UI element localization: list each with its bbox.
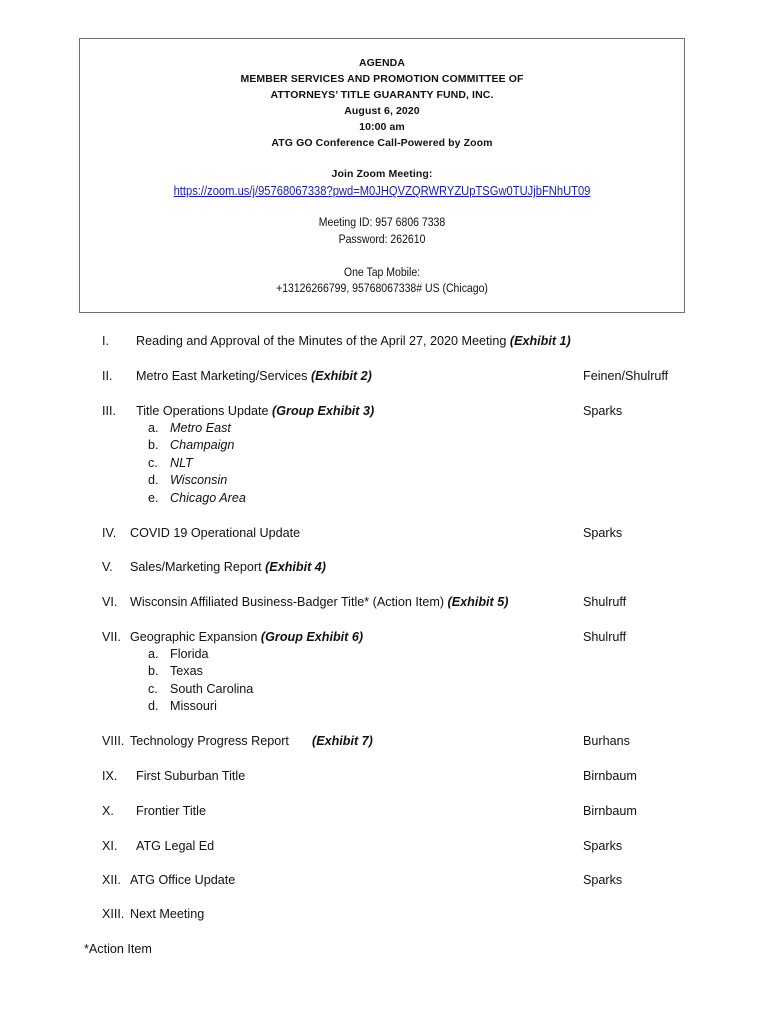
- agenda-header-box: [79, 38, 685, 313]
- item-number: XIII.: [102, 907, 125, 921]
- item-number: V.: [102, 560, 113, 574]
- item-presenter: Shulruff: [583, 630, 627, 644]
- conference-info: ATG GO Conference Call-Powered by Zoom: [271, 137, 493, 149]
- sub-list: a. Metro East b. Champaign c. NLT d. Wisconsin e. Chicago Area: [148, 421, 246, 505]
- item-text: ATG Office Update: [130, 873, 236, 887]
- item-number: III.: [102, 404, 116, 418]
- item-text: First Suburban Title: [136, 769, 246, 783]
- item-presenter: Sparks: [583, 526, 623, 540]
- item-number: IX.: [102, 769, 118, 783]
- item-number: VI.: [102, 595, 118, 609]
- one-tap-label: One Tap Mobile:: [343, 265, 421, 279]
- item-presenter: Sparks: [583, 839, 623, 853]
- sub-list: a. Florida b. Texas c. South Carolina d. Missouri: [148, 647, 254, 714]
- item-presenter: Birnbaum: [583, 804, 637, 818]
- item-number: VIII.: [102, 734, 125, 748]
- meeting-id: Meeting ID: 957 6806 7338: [318, 215, 446, 229]
- item-exhibit: (Exhibit 1): [509, 334, 571, 348]
- footnote: *Action Item: [84, 942, 152, 956]
- item-text: Title Operations Update: [136, 404, 273, 418]
- item-presenter: Sparks: [583, 873, 623, 887]
- meeting-password: Password: 262610: [338, 232, 426, 246]
- item-number: VII.: [102, 630, 121, 644]
- item-exhibit: (Exhibit 2): [310, 369, 372, 383]
- committee-name: MEMBER SERVICES AND PROMOTION COMMITTEE OF: [240, 73, 524, 85]
- item-exhibit: (Exhibit 7): [312, 734, 373, 748]
- agenda-title: AGENDA: [358, 57, 406, 69]
- item-number: XII.: [102, 873, 121, 887]
- item-text: Technology Progress Report: [130, 734, 289, 748]
- item-number: I.: [102, 334, 109, 348]
- zoom-link[interactable]: https://zoom.us/j/95768067338?pwd=M0JHQVZQRWRYZUpTSGw0TUJjbFNhUT09: [173, 183, 591, 198]
- item-text: Wisconsin Affiliated Business-Badger Title* (Action Item): [130, 595, 448, 609]
- item-exhibit: (Group Exhibit 6): [260, 630, 364, 644]
- item-presenter: Birnbaum: [583, 769, 637, 783]
- item-exhibit: (Exhibit 4): [265, 560, 326, 574]
- item-text: Reading and Approval of the Minutes of the April 27, 2020 Meeting: [136, 334, 510, 348]
- one-tap-number: +13126266799, 95768067338# US (Chicago): [276, 281, 488, 295]
- item-text: COVID 19 Operational Update: [130, 526, 301, 540]
- item-number: XI.: [102, 839, 118, 853]
- item-exhibit: (Exhibit 5): [447, 595, 509, 609]
- item-text: Geographic Expansion: [130, 630, 261, 644]
- item-text: ATG Legal Ed: [136, 839, 215, 853]
- join-label: Join Zoom Meeting:: [331, 168, 433, 180]
- item-number: II.: [102, 369, 113, 383]
- item-text: Frontier Title: [136, 804, 206, 818]
- item-text: Sales/Marketing Report: [130, 560, 266, 574]
- item-presenter: Burhans: [583, 734, 630, 748]
- meeting-time: 10:00 am: [359, 121, 405, 133]
- item-text: Metro East Marketing/Services: [136, 369, 311, 383]
- organization-name: ATTORNEYS’ TITLE GUARANTY FUND, INC.: [270, 89, 494, 101]
- item-number: IV.: [102, 526, 117, 540]
- item-presenter: Shulruff: [583, 595, 627, 609]
- item-number: X.: [102, 804, 114, 818]
- meeting-date: August 6, 2020: [344, 105, 420, 117]
- item-exhibit: (Group Exhibit 3): [272, 404, 375, 418]
- item-presenter: Sparks: [583, 404, 623, 418]
- item-text: Next Meeting: [130, 907, 205, 921]
- item-presenter: Feinen/Shulruff: [583, 369, 669, 383]
